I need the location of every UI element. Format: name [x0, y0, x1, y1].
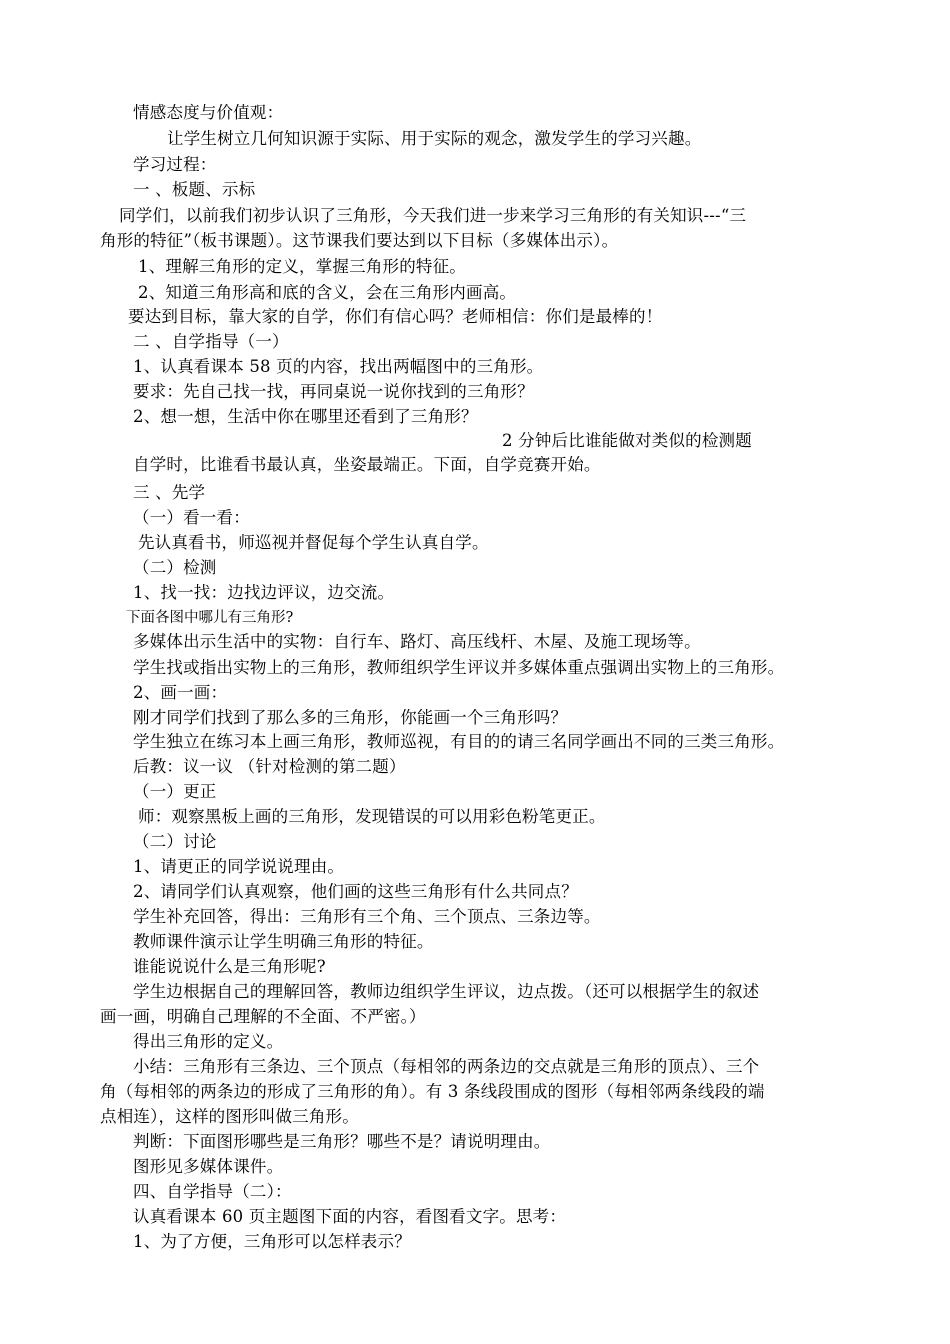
self-study-instruction: 自学时，比谁看书最认真，坐姿最端正。下面，自学竞赛开始。 [133, 455, 601, 474]
self-study-item-1: 1、认真看课本 58 页的内容，找出两幅图中的三角形。 [133, 357, 544, 376]
step-heading-3: 三 、先学 [133, 483, 206, 502]
student-find-text: 学生找或指出实物上的三角形，教师组织学生评议并多媒体重点强调出实物上的三角形。 [133, 658, 785, 677]
test-note: 2 分钟后比谁能做对类似的检测题 [502, 431, 752, 450]
test-item-2: 2、画一画： [133, 683, 228, 702]
summary-line3: 点相连），这样的图形叫做三角形。 [100, 1107, 359, 1126]
section-heading-attitude: 情感态度与价值观： [133, 103, 284, 122]
definition-question: 谁能说说什么是三角形呢? [133, 957, 326, 976]
goal-item-2: 2、知道三角形高和底的含义，会在三角形内画高。 [138, 283, 517, 302]
figure-reference: 图形见多媒体课件。 [133, 1157, 284, 1176]
judgement-question: 判断：下面图形哪些是三角形？哪些不是？请说明理由。 [133, 1132, 551, 1151]
goal-item-1: 1、理解三角形的定义，掌握三角形的特征。 [138, 257, 466, 276]
guidance-text-line1: 学生边根据自己的理解回答，教师边组织学生评议，边点拨。（还可以根据学生的叙述 [133, 982, 760, 1001]
step-heading-1: 一 、板题、示标 [133, 180, 256, 199]
student-draw-text: 学生独立在练习本上画三角形，教师巡视，有目的的请三名同学画出不同的三类三角形。 [133, 732, 785, 751]
sub-heading-discuss: （二）讨论 [133, 832, 217, 851]
sub-heading-test: （二）检测 [133, 558, 217, 577]
self-study-requirement: 要求：先自己找一找，再同桌说一说你找到的三角形？ [133, 382, 534, 401]
multimedia-objects: 多媒体出示生活中的实物：自行车、路灯、高压线杆、木屋、及施工现场等。 [133, 632, 701, 651]
discuss-item-2: 2、请同学们认真观察，他们画的这些三角形有什么共同点？ [133, 882, 578, 901]
look-instruction: 先认真看书，师巡视并督促每个学生认真自学。 [138, 533, 489, 552]
step-heading-4: 四、自学指导（二）： [133, 1182, 292, 1201]
test-item-1: 1、找一找：边找边评议，边交流。 [133, 583, 395, 602]
self-study-2-instruction: 认真看课本 60 页主题图下面的内容，看图看文字。思考： [133, 1207, 567, 1226]
paragraph-intro-line2: 角形的特征”（板书课题）。这节课我们要达到以下目标（多媒体出示）。 [100, 231, 619, 250]
summary-line2: 角（每相邻的两条边的形成了三角形的角）。有 3 条线段围成的图形（每相邻两条线段的端 [100, 1082, 765, 1101]
paragraph-intro-line1: 同学们，以前我们初步认识了三角形，今天我们进一步来学习三角形的有关知识---“三 [119, 206, 747, 225]
self-study-item-2: 2、想一想，生活中你在哪里还看到了三角形？ [133, 407, 478, 426]
test-question: 下面各图中哪儿有三角形? [126, 610, 294, 626]
section-heading-process: 学习过程： [133, 155, 217, 174]
courseware-demo-text: 教师课件演示让学生明确三角形的特征。 [133, 932, 434, 951]
correct-instruction: 师：观察黑板上画的三角形，发现错误的可以用彩色粉笔更正。 [138, 807, 606, 826]
attitude-goal: 让学生树立几何知识源于实际、用于实际的观念，激发学生的学习兴趣。 [167, 129, 702, 148]
discuss-item-1: 1、请更正的同学说说理由。 [133, 857, 345, 876]
encouragement-text: 要达到目标，靠大家的自学，你们有信心吗？老师相信：你们是最棒的！ [128, 307, 663, 326]
draw-question: 刚才同学们找到了那么多的三角形，你能画一个三角形吗？ [133, 708, 568, 727]
sub-heading-look: （一）看一看： [133, 508, 250, 527]
think-question-1: 1、为了方便，三角形可以怎样表示？ [133, 1232, 411, 1251]
post-teaching-heading: 后教：议一议 （针对检测的第二题） [133, 757, 406, 776]
sub-heading-correct: （一）更正 [133, 782, 217, 801]
step-heading-2: 二 、自学指导（一） [133, 332, 289, 351]
summary-line1: 小结：三角形有三条边、三个顶点（每相邻的两条边的交点就是三角形的顶点）、三个 [133, 1057, 760, 1076]
guidance-text-line2: 画一画，明确自己理解的不全面、不严密。） [100, 1007, 426, 1026]
definition-derived: 得出三角形的定义。 [133, 1032, 284, 1051]
student-answer-text: 学生补充回答，得出：三角形有三个角、三个顶点、三条边等。 [133, 907, 601, 926]
